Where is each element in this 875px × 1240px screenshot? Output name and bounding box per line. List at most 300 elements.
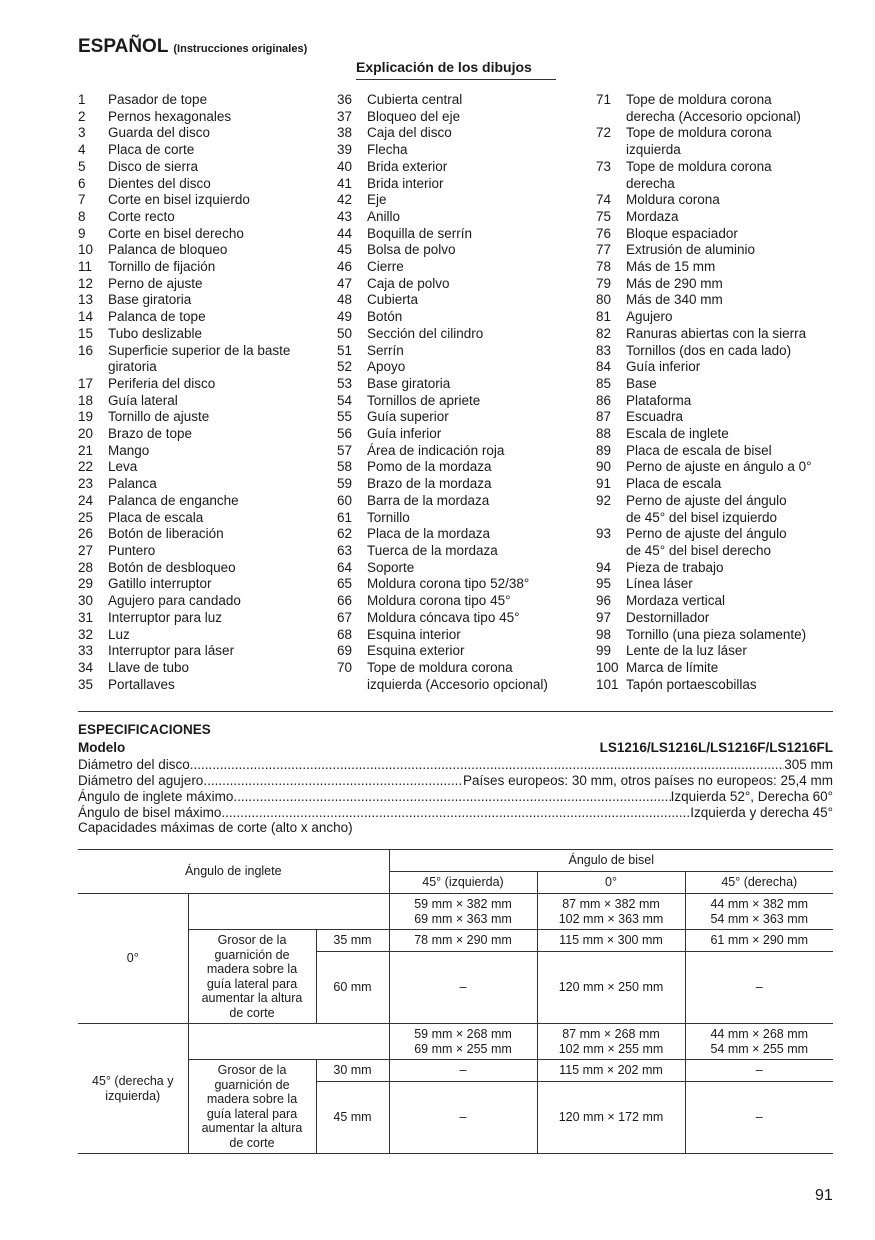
legend-text: Mordaza vertical (626, 593, 726, 609)
legend-number (596, 543, 626, 560)
legend-item (596, 610, 812, 627)
legend-text: Caja de polvo (367, 275, 450, 291)
legend-item (78, 643, 290, 660)
specs-heading: ESPECIFICACIONES (78, 722, 211, 737)
legend-item (596, 627, 812, 644)
guard-thickness-label (188, 930, 316, 1024)
legend-text: Tornillo de fijación (108, 259, 216, 275)
thickness-value: 30 mm (316, 1060, 389, 1082)
legend-text: Perno de ajuste (108, 275, 203, 291)
legend-text: Tope de moldura corona (367, 659, 513, 675)
legend-item (337, 409, 548, 426)
legend-item (78, 326, 290, 343)
legend-item (596, 510, 812, 527)
legend-text: Tope de moldura corona (626, 125, 772, 141)
legend-number: 47 (337, 275, 353, 291)
legend-item (337, 142, 548, 159)
legend-item (337, 426, 548, 443)
legend-item (78, 142, 290, 159)
cell-line: 87 mm × 268 mm (562, 1027, 660, 1041)
legend-item (596, 576, 812, 593)
capacity-cell (537, 1024, 685, 1060)
legend-number: 101 (596, 676, 619, 692)
legend-item (78, 159, 290, 176)
legend-number: 45 (337, 242, 353, 258)
legend-item (596, 109, 812, 126)
legend-text: Escala de inglete (626, 426, 729, 442)
miter-angle-header: Ángulo de inglete (78, 850, 389, 894)
legend-item (78, 176, 290, 193)
legend-number: 7 (78, 192, 86, 208)
cell-line: 102 mm × 255 mm (558, 1041, 664, 1056)
legend-text: Flecha (367, 142, 408, 158)
legend-item (596, 593, 812, 610)
legend-number: 61 (337, 509, 353, 525)
legend-text: Mordaza (626, 208, 679, 224)
section-divider (78, 711, 833, 712)
spec-row (78, 757, 833, 773)
language-subtitle: (Instrucciones originales) (173, 43, 308, 55)
legend-text: Perno de ajuste en ángulo a 0° (626, 459, 812, 475)
cell-line: 54 mm × 363 mm (710, 911, 809, 926)
legend-item (596, 359, 812, 376)
legend-number: 56 (337, 426, 353, 442)
legend-number: 93 (596, 526, 612, 542)
legend-item (337, 276, 548, 293)
spec-value: Izquierda y derecha 45° (690, 805, 833, 820)
legend-number: 38 (337, 125, 353, 141)
legend-item (78, 543, 290, 560)
legend-text: Agujero (626, 309, 673, 325)
legend-item (78, 109, 290, 126)
legend-item (78, 677, 290, 694)
legend-text: Brazo de la mordaza (367, 476, 492, 492)
legend-item (596, 376, 812, 393)
legend-text: Palanca (108, 476, 157, 492)
legend-item (596, 526, 812, 543)
legend-number: 65 (337, 576, 353, 592)
legend-item (78, 276, 290, 293)
legend-item (78, 443, 290, 460)
legend-number: 33 (78, 643, 94, 659)
legend-text: Guía inferior (626, 359, 701, 375)
legend-item (596, 560, 812, 577)
legend-number: 88 (596, 426, 612, 442)
legend-number: 1 (78, 92, 86, 107)
legend-number: 72 (596, 125, 612, 141)
bevel-column-header: 0° (537, 872, 685, 894)
legend-item (337, 359, 548, 376)
legend-number: 64 (337, 559, 353, 575)
legend-number: 89 (596, 442, 612, 458)
legend-text: Moldura corona (626, 192, 720, 208)
legend-text: Cubierta (367, 292, 419, 308)
legend-text: Caja del disco (367, 125, 452, 141)
legend-text: Más de 15 mm (626, 259, 716, 275)
legend-item (337, 125, 548, 142)
legend-text: izquierda (626, 142, 681, 158)
legend-number: 68 (337, 626, 353, 642)
legend-text: Placa de la mordaza (367, 526, 491, 542)
legend-number: 20 (78, 426, 94, 442)
legend-text: Moldura corona tipo 52/38° (367, 576, 530, 592)
legend-number: 42 (337, 192, 353, 208)
legend-text: Placa de corte (108, 142, 195, 158)
legend-text: Boquilla de serrín (367, 225, 473, 241)
cell-line: madera sobre la (206, 1092, 298, 1106)
legend-item (337, 576, 548, 593)
legend-text: Moldura corona tipo 45° (367, 593, 511, 609)
legend-number: 27 (78, 542, 94, 558)
legend-number: 81 (596, 309, 612, 325)
legend-number: 71 (596, 92, 612, 107)
legend-number: 12 (78, 275, 94, 291)
legend-item (337, 493, 548, 510)
legend-item (596, 209, 812, 226)
legend-item (596, 326, 812, 343)
legend-number: 25 (78, 509, 94, 525)
legend-text: Botón (367, 309, 403, 325)
capacities-table (78, 849, 833, 1154)
legend-text: de 45° del bisel izquierdo (626, 509, 777, 525)
legend-text: Extrusión de aluminio (626, 242, 756, 258)
legend-number: 28 (78, 559, 94, 575)
legend-number: 31 (78, 609, 94, 625)
legend-item (78, 259, 290, 276)
legend-number: 10 (78, 242, 94, 258)
legend-text: Pomo de la mordaza (367, 459, 492, 475)
legend-item (596, 192, 812, 209)
legend-item (596, 443, 812, 460)
legend-text: Más de 290 mm (626, 275, 723, 291)
legend-number: 5 (78, 158, 86, 174)
spec-row (78, 805, 833, 821)
legend-text: Leva (108, 459, 138, 475)
legend-number: 73 (596, 158, 612, 174)
legend-number: 2 (78, 108, 86, 124)
legend-text: Bloqueo del eje (367, 108, 461, 124)
legend-item (337, 309, 548, 326)
empty-cell (188, 894, 389, 930)
capacity-cell (685, 894, 833, 930)
legend-text: Placa de escala (626, 476, 722, 492)
legend-text: Tornillos (dos en cada lado) (626, 342, 792, 358)
legend-text: Interruptor para luz (108, 609, 223, 625)
legend-number: 62 (337, 526, 353, 542)
legend-item (78, 343, 290, 360)
legend-text: Brazo de tope (108, 426, 193, 442)
legend-item (78, 242, 290, 259)
legend-item (78, 610, 290, 627)
cell-line: 54 mm × 255 mm (710, 1041, 809, 1056)
legend-number: 34 (78, 659, 94, 675)
legend-text: Pasador de tope (108, 92, 208, 107)
cell-line: 44 mm × 382 mm (710, 897, 809, 911)
legend-text: Guía superior (367, 409, 449, 425)
legend-text: Tornillo de ajuste (108, 409, 210, 425)
legend-number: 50 (337, 325, 353, 341)
bevel-angle-header: Ángulo de bisel (389, 850, 833, 872)
legend-item (337, 560, 548, 577)
leader-dots (203, 773, 463, 789)
legend-item (596, 142, 812, 159)
legend-number: 80 (596, 292, 612, 308)
legend-item (78, 459, 290, 476)
legend-number (596, 109, 626, 126)
cell-line: 59 mm × 382 mm (414, 897, 512, 911)
legend-number: 57 (337, 442, 353, 458)
legend-item (78, 510, 290, 527)
legend-number: 39 (337, 142, 353, 158)
legend-item (78, 493, 290, 510)
legend-number: 23 (78, 476, 94, 492)
legend-text: Base (626, 375, 657, 391)
cell-line: guía lateral para (206, 976, 298, 991)
legend-number: 13 (78, 292, 94, 308)
legend-number: 36 (337, 92, 353, 107)
cell-line: de corte (229, 1005, 275, 1020)
spec-value: Países europeos: 30 mm, otros países no europeos: 25,4 mm (463, 773, 833, 788)
legend-number: 18 (78, 392, 94, 408)
legend-item (78, 309, 290, 326)
leader-dots (221, 805, 690, 821)
legend-item (78, 192, 290, 209)
legend-item (78, 376, 290, 393)
legend-text: Guarda del disco (108, 125, 211, 141)
legend-item (337, 343, 548, 360)
legend-text: Palanca de enganche (108, 492, 239, 508)
legend-item (78, 426, 290, 443)
legend-number: 26 (78, 526, 94, 542)
legend-item (596, 660, 812, 677)
legend-item (337, 526, 548, 543)
cell-line: 69 mm × 255 mm (414, 1041, 512, 1056)
legend-number: 35 (78, 676, 94, 692)
legend-text: Periferia del disco (108, 375, 216, 391)
legend-item (337, 226, 548, 243)
legend-number (596, 510, 626, 527)
legend-item (337, 610, 548, 627)
legend-item (596, 393, 812, 410)
legend-item (337, 209, 548, 226)
legend-item (337, 376, 548, 393)
legend-number: 97 (596, 609, 612, 625)
capacity-cell: – (685, 1060, 833, 1082)
legend-text: Tubo deslizable (108, 325, 203, 341)
legend-text: Tope de moldura corona (626, 158, 772, 174)
legend-text: Palanca de bloqueo (108, 242, 228, 258)
legend-item (78, 526, 290, 543)
legend-number: 84 (596, 359, 612, 375)
cell-line: madera sobre la (206, 962, 298, 976)
legend-number: 76 (596, 225, 612, 241)
legend-item (596, 259, 812, 276)
legend-item (596, 292, 812, 309)
legend-text: derecha (Accesorio opcional) (626, 108, 801, 124)
cell-line: Grosor de la (217, 1063, 287, 1077)
cell-line: Grosor de la (217, 933, 287, 947)
legend-number: 9 (78, 225, 86, 241)
legend-text: giratoria (108, 359, 157, 375)
legend-text: Gatillo interruptor (108, 576, 212, 592)
legend-text: Luz (108, 626, 130, 642)
legend-text: Brida interior (367, 175, 444, 191)
legend-column-1 (78, 92, 290, 693)
model-row (78, 740, 833, 755)
bevel-column-header: 45° (izquierda) (389, 872, 537, 894)
legend-item (78, 393, 290, 410)
legend-number: 94 (596, 559, 612, 575)
legend-number (337, 677, 367, 694)
legend-number: 46 (337, 259, 353, 275)
legend-number: 52 (337, 359, 353, 375)
legend-item (78, 125, 290, 142)
legend-text: Lente de la luz láser (626, 643, 747, 659)
legend-number: 59 (337, 476, 353, 492)
model-label: Modelo (78, 740, 126, 755)
legend-text: Interruptor para láser (108, 643, 235, 659)
capacity-cell (389, 894, 537, 930)
legend-text: Puntero (108, 542, 156, 558)
legend-number: 96 (596, 593, 612, 609)
legend-text: Marca de límite (626, 659, 719, 675)
legend-number: 78 (596, 259, 612, 275)
legend-item (78, 576, 290, 593)
legend-item (78, 660, 290, 677)
spec-value: Izquierda 52°, Derecha 60° (670, 789, 833, 804)
language-title: ESPAÑOL (78, 36, 169, 57)
capacity-cell (389, 1024, 537, 1060)
legend-item (78, 627, 290, 644)
capacity-cell: – (389, 1082, 537, 1154)
legend-number: 6 (78, 175, 86, 191)
legend-item (596, 276, 812, 293)
legend-item (337, 627, 548, 644)
legend-item (78, 560, 290, 577)
cell-line: aumentar la altura (201, 1121, 303, 1135)
legend-text: Soporte (367, 559, 415, 575)
legend-item (337, 326, 548, 343)
page-number: 91 (815, 1187, 833, 1204)
cell-line: aumentar la altura (201, 991, 303, 1005)
capacity-cell: 78 mm × 290 mm (389, 930, 537, 952)
cell-line: 102 mm × 363 mm (558, 911, 664, 926)
capacity-cell (537, 894, 685, 930)
legend-item (596, 459, 812, 476)
legend-item (337, 443, 548, 460)
capacity-cell: 120 mm × 172 mm (537, 1082, 685, 1154)
legend-number: 19 (78, 409, 94, 425)
legend-number: 54 (337, 392, 353, 408)
legend-text: Cierre (367, 259, 404, 275)
legend-text: Ranuras abiertas con la sierra (626, 325, 807, 341)
legend-text: Botón de desbloqueo (108, 559, 236, 575)
legend-number: 98 (596, 626, 612, 642)
legend-text: Barra de la mordaza (367, 492, 490, 508)
legend-number: 49 (337, 309, 353, 325)
legend-number: 51 (337, 342, 353, 358)
legend-text: Tope de moldura corona (626, 92, 772, 107)
legend-number: 67 (337, 609, 353, 625)
legend-item (337, 242, 548, 259)
miter-angle-value: 0° (78, 894, 188, 1024)
legend-text: Botón de liberación (108, 526, 224, 542)
legend-text: de 45° del bisel derecho (626, 542, 771, 558)
legend-item (78, 92, 290, 109)
legend-item (337, 176, 548, 193)
legend-item (596, 409, 812, 426)
legend-item (337, 459, 548, 476)
legend-item (596, 677, 812, 694)
legend-text: Cubierta central (367, 92, 463, 107)
legend-text: Corte recto (108, 208, 175, 224)
legend-text: Eje (367, 192, 387, 208)
legend-text: Apoyo (367, 359, 406, 375)
capacity-cell: 61 mm × 290 mm (685, 930, 833, 952)
legend-number: 60 (337, 492, 353, 508)
legend-text: Tornillo (367, 509, 410, 525)
legend-number: 70 (337, 659, 353, 675)
guard-thickness-label (188, 1060, 316, 1154)
legend-number: 22 (78, 459, 94, 475)
legend-number: 21 (78, 442, 94, 458)
legend-number: 85 (596, 375, 612, 391)
legend-number: 79 (596, 275, 612, 291)
legend-item (596, 476, 812, 493)
legend-text: Corte en bisel izquierdo (108, 192, 250, 208)
legend-text: Palanca de tope (108, 309, 206, 325)
legend-text: Más de 340 mm (626, 292, 723, 308)
legend-text: Esquina interior (367, 626, 461, 642)
legend-text: Anillo (367, 208, 401, 224)
cell-line: 44 mm × 268 mm (710, 1027, 809, 1041)
legend-number: 40 (337, 158, 353, 174)
legend-text: Corte en bisel derecho (108, 225, 244, 241)
legend-text: Brida exterior (367, 158, 448, 174)
capacity-cell: 115 mm × 202 mm (537, 1060, 685, 1082)
legend-number: 41 (337, 175, 353, 191)
legend-text: Plataforma (626, 392, 692, 408)
capacity-cell: 115 mm × 300 mm (537, 930, 685, 952)
spec-label: Ángulo de inglete máximo (78, 789, 234, 804)
legend-text: Pernos hexagonales (108, 108, 232, 124)
cell-line: de corte (229, 1135, 275, 1150)
legend-number: 58 (337, 459, 353, 475)
legend-text: Base giratoria (367, 375, 451, 391)
legend-number: 48 (337, 292, 353, 308)
empty-cell (188, 1024, 389, 1060)
legend-number: 24 (78, 492, 94, 508)
legend-item (596, 309, 812, 326)
legend-text: Sección del cilindro (367, 325, 484, 341)
legend-text: Perno de ajuste del ángulo (626, 526, 787, 542)
legend-number: 44 (337, 225, 353, 241)
model-value: LS1216/LS1216L/LS1216F/LS1216FL (599, 740, 833, 755)
legend-number: 77 (596, 242, 612, 258)
thickness-value: 60 mm (316, 952, 389, 1024)
language-heading (78, 36, 307, 58)
legend-number (78, 359, 108, 376)
legend-number: 32 (78, 626, 94, 642)
legend-item (337, 109, 548, 126)
legend-number: 83 (596, 342, 612, 358)
capacity-cell: – (389, 952, 537, 1024)
section-title: Explicación de los dibujos (356, 59, 556, 80)
legend-column-3 (596, 92, 812, 693)
leader-dots (233, 789, 670, 805)
legend-item (337, 677, 548, 694)
legend-number: 16 (78, 342, 94, 358)
